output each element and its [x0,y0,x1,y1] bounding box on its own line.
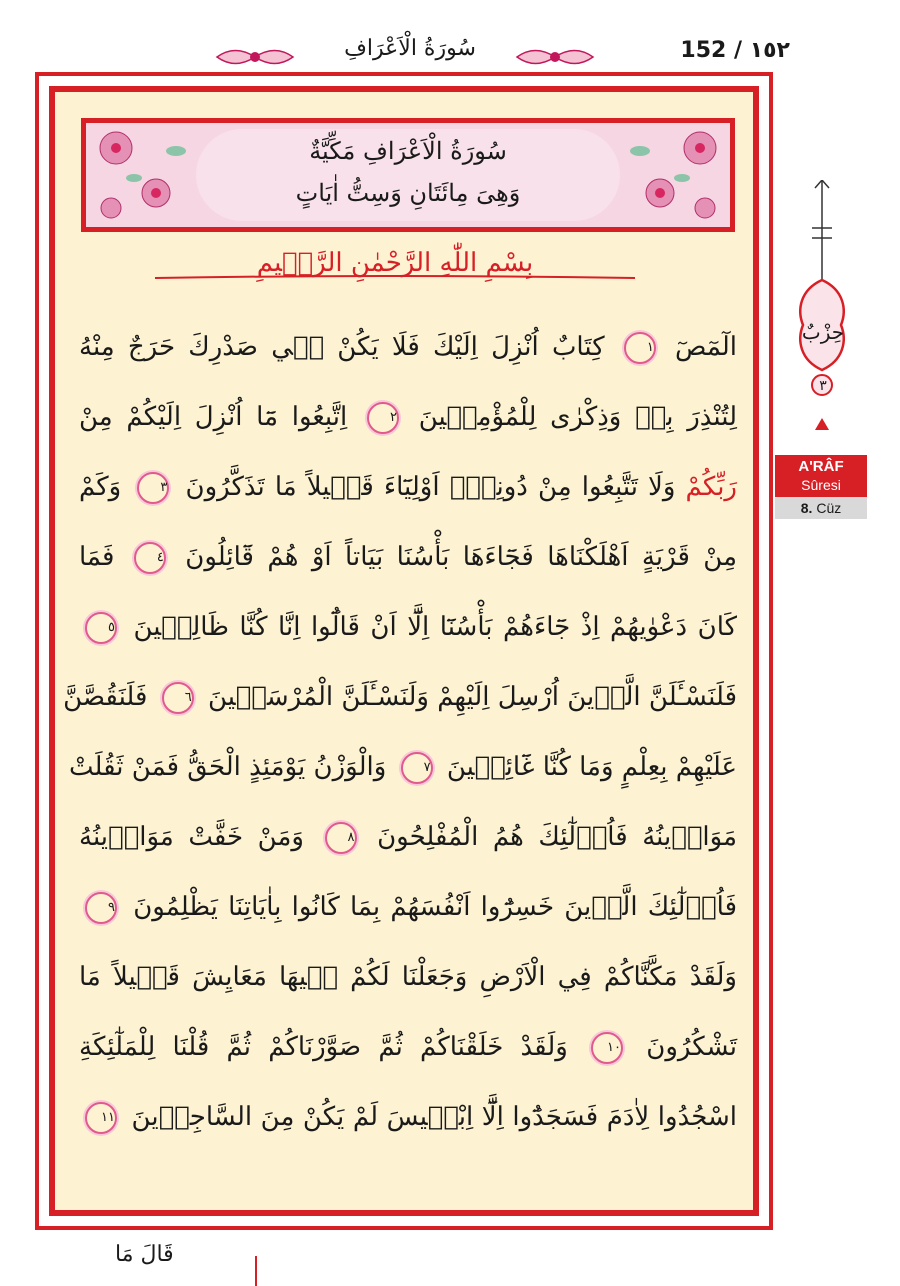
ayah-marker: ٦ [162,682,194,714]
ayah-marker: ٩ [85,892,117,924]
hizb-label: حِزْبٌ [801,320,845,344]
ayah-marker: ٣ [137,472,169,504]
verse-text: عَلَيْهِمْ بِعِلْمٍ وَمَا كُنَّا غَٓائِب۪ينَ [446,752,737,782]
verse-text: اسْجُدُوا لِاٰدَمَ فَسَجَدُٓوا اِلَّٓا اِبْل۪يسَ لَمْ يَكُنْ مِنَ السَّاجِد۪ينَ [131,1102,738,1132]
verse-text: وَلَا تَتَّبِعُوا مِنْ دُونِه۪ٓ اَوْلِيَٓاءَ قَل۪يلاً مَا تَذَكَّرُونَ [185,472,676,502]
verse-text: فَلَنَقُصَّنَّ [63,682,148,712]
verse-line-4 [79,522,737,592]
verse-text: كَانَ دَعْوٰيهُمْ اِذْ جَٓاءَهُمْ بَأْسُنَٓا اِلَّٓا اَنْ قَالُٓوا اِنَّا كُنَّا ظَالِم۪ينَ [133,612,737,642]
surah-verse-count: وَهِىَ مِائَتَانِ وَسِتُّ اٰيَاتٍ [295,179,521,207]
verse-text: وَلَقَدْ مَكَّنَّاكُمْ فِي الْاَرْضِ وَجَعَلْنَا لَكُمْ ف۪يهَا مَعَايِشَ قَل۪يلاً مَا [79,962,737,992]
page-body [49,86,759,1267]
left-header-ornament [215,42,295,72]
juz-label: Cüz [816,500,842,516]
verse-text: مِنْ قَرْيَةٍ اَهْلَكْنَاهَا فَجَٓاءَهَا بَأْسُنَا بَيَاتاً اَوْ هُمْ قَٓائِلُونَ [185,542,738,572]
catchword: قَالَ مَا [115,1242,174,1267]
right-header-ornament [515,42,595,72]
verse-block [63,312,738,1152]
verse-text: مَوَاز۪ينُهُ فَاُو۬لٰٓئِكَ هُمُ الْمُفْلِحُونَ [377,822,738,852]
verse-line-5 [79,592,737,662]
ayah-marker: ٨ [325,822,357,854]
surah-tab-name: A'RÂF [798,458,844,475]
surah-tab-suffix: Sûresi [801,477,841,493]
verse-line-2 [79,382,737,452]
ayah-marker: ٢ [367,402,399,434]
verse-line-12 [79,1082,737,1152]
ayah-marker: ١ [624,332,656,364]
verse-text: اِتَّبِعُوا مَٓا اُنْزِلَ اِلَيْكُمْ مِنْ [79,402,348,432]
verse-text: وَالْوَزْنُ يَوْمَئِذٍ الْحَقُّ فَمَنْ ثَقُلَتْ [68,752,387,782]
page-frame [35,72,773,1267]
surah-title-box [81,118,735,232]
verse-text: لِتُنْذِرَ بِه۪ وَذِكْرٰى لِلْمُؤْمِن۪ينَ [418,402,738,432]
verse-line-9 [79,872,737,942]
verse-text: وَكَمْ [79,472,122,502]
ayah-marker: ٥ [85,612,117,644]
ayah-marker: ١٠ [591,1032,623,1064]
verse-text: وَمَنْ خَفَّتْ مَوَاز۪ينُهُ [79,822,304,852]
verse-text: فَاُو۬لٰٓئِكَ الَّذ۪ينَ خَسِرُٓوا اَنْفُسَهُمْ بِمَا كَانُوا بِاٰيَاتِنَا يَظْلِمُونَ [133,892,737,922]
catchword-divider [255,1256,257,1286]
page-number: 152 / ١٥٢ [680,38,790,63]
juz-tab [775,497,867,519]
verse-line-7 [68,732,737,802]
juz-number: 8. [800,500,813,516]
verse-line-10 [79,942,737,1012]
verse-text-red: رَبِّكُمْ [685,472,737,502]
surah-tab [775,455,867,497]
verse-text: فَمَا [79,542,115,572]
ayah-marker: ٧ [401,752,433,784]
verse-text: الٓمٓصٓ [675,332,738,362]
ayah-marker: ١١ [85,1102,117,1134]
basmala [95,244,695,288]
verse-line-11 [79,1012,737,1082]
verse-line-3 [79,452,737,522]
header-surah-name: سُورَةُ الْاَعْرَافِ [344,36,476,61]
verse-text: وَلَقَدْ خَلَقْنَاكُمْ ثُمَّ صَوَّرْنَاكُمْ ثُمَّ قُلْنَا لِلْمَلٰٓئِكَةِ [79,1032,568,1062]
verse-text: كِتَابٌ اُنْزِلَ اِلَيْكَ فَلَا يَكُنْ ف۪ي صَدْرِكَ حَرَجٌ مِنْهُ [79,332,605,362]
hizb-number: ٣ [819,378,827,394]
ayah-marker: ٤ [134,542,166,574]
verse-line-6 [63,662,737,732]
verse-text: تَشْكُرُونَ [646,1032,738,1062]
verse-line-1 [79,312,737,382]
page-header [0,0,900,80]
verse-text: فَلَنَسْـَٔلَنَّ الَّذ۪ينَ اُرْسِلَ اِلَيْهِمْ وَلَنَسْـَٔلَنَّ الْمُرْسَل۪ينَ [207,682,737,712]
surah-title: سُورَةُ الْاَعْرَافِ مَكِّيَّةٌ [309,137,507,165]
hizb-ornament-icon [795,180,850,440]
basmala-text: بِسْمِ اللّٰهِ الرَّحْمٰنِ الرَّح۪يمِ [256,248,534,278]
verse-line-8 [79,802,737,872]
